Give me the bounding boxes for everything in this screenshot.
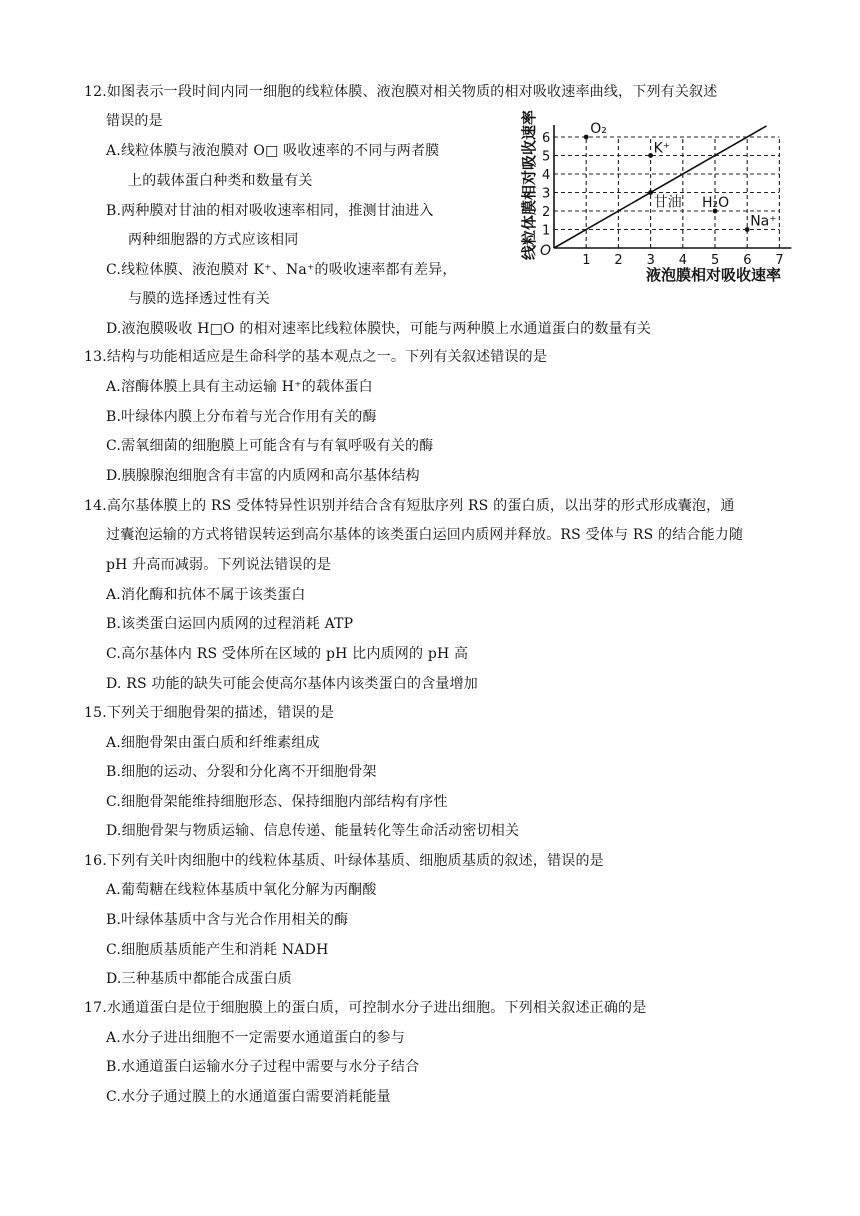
q17-option-c: C.水分子通过膜上的水通道蛋白需要消耗能量 xyxy=(106,1089,391,1105)
chart-point-label: H₂O xyxy=(702,195,730,211)
y-tick-label: 6 xyxy=(542,131,551,146)
chart-point xyxy=(648,153,653,158)
y-tick-label: 2 xyxy=(542,205,551,220)
x-tick-label: 6 xyxy=(743,253,752,268)
x-tick-label: 1 xyxy=(582,253,591,268)
q14-option-d: D. RS 功能的缺失可能会使高尔基体内该类蛋白的含量增加 xyxy=(106,676,479,692)
q12-option-b-line1: B.两种膜对甘油的相对吸收速率相同，推测甘油进入 xyxy=(106,203,434,219)
chart-y-axis-label: 线粒体膜相对吸收速率 xyxy=(520,110,538,260)
y-tick-label: 3 xyxy=(542,186,551,202)
q12-option-d: D.液泡膜吸收 H□O 的相对速率比线粒体膜快，可能与两种膜上水通道蛋白的数量有关 xyxy=(106,321,652,337)
chart-point-label: 甘油 xyxy=(653,194,682,211)
chart-point-label: O₂ xyxy=(590,121,607,137)
q16-option-c: C.细胞质基质能产生和消耗 NADH xyxy=(106,942,329,958)
q14-option-a: A.消化酶和抗体不属于该类蛋白 xyxy=(106,587,306,603)
chart-point xyxy=(745,227,750,232)
chart-origin-label: O xyxy=(540,243,552,259)
chart-x-axis-label: 液泡膜相对吸收速率 xyxy=(646,266,782,284)
x-tick-label: 2 xyxy=(614,253,623,268)
q14-option-b: B.该类蛋白运回内质网的过程消耗 ATP xyxy=(106,616,354,632)
q14-option-c: C.高尔基体内 RS 受体所在区域的 pH 比内质网的 pH 高 xyxy=(106,646,469,662)
y-tick-label: 1 xyxy=(542,223,551,239)
q16-option-a: A.葡萄糖在线粒体基质中氧化分解为丙酮酸 xyxy=(106,882,377,898)
y-tick-label: 4 xyxy=(542,168,551,183)
q14-stem-line1: 14.高尔基体膜上的 RS 受体特异性识别并结合含有短肽序列 RS 的蛋白质，以出芽的形式形成囊泡，通 xyxy=(84,498,735,514)
q12-option-c-line1: C.线粒体膜、液泡膜对 K⁺、Na⁺的吸收速率都有差异， xyxy=(106,262,457,278)
q15-option-d: D.细胞骨架与物质运输、信息传递、能量转化等生命活动密切相关 xyxy=(106,823,520,839)
q12-stem-line1: 12.如图表示一段时间内同一细胞的线粒体膜、液泡膜对相关物质的相对吸收速率曲线，下列有关叙述 xyxy=(84,84,718,100)
q12-stem-line2: 错误的是 xyxy=(106,113,163,129)
q16-option-d: D.三种基质中都能合成蛋白质 xyxy=(106,971,292,987)
q15-stem: 15.下列关于细胞骨架的描述，错误的是 xyxy=(84,705,335,721)
x-tick-label: 7 xyxy=(775,253,784,268)
q13-option-a: A.溶酶体膜上具有主动运输 H⁺的载体蛋白 xyxy=(106,379,373,395)
q13-stem: 13.结构与功能相适应是生命科学的基本观点之一。下列有关叙述错误的是 xyxy=(84,349,548,365)
q16-option-b: B.叶绿体基质中含与光合作用相关的酶 xyxy=(106,912,349,928)
q17-option-a: A.水分子进出细胞不一定需要水通道蛋白的参与 xyxy=(106,1030,405,1046)
q12-option-c-line2: 与膜的选择透过性有关 xyxy=(128,291,270,307)
chart-point-label: K⁺ xyxy=(653,140,671,157)
x-tick-label: 4 xyxy=(678,253,688,268)
chart-point-label: Na⁺ xyxy=(750,213,777,230)
x-tick-label: 3 xyxy=(646,253,655,268)
q17-stem: 17.水通道蛋白是位于细胞膜上的蛋白质，可控制水分子进出细胞。下列相关叙述正确的是 xyxy=(84,1000,647,1016)
q13-option-b: B.叶绿体内膜上分布着与光合作用有关的酶 xyxy=(106,409,377,425)
q14-stem-line2: 过囊泡运输的方式将错误转运到高尔基体的该类蛋白运回内质网并释放。RS 受体与 RS 的结合能力随 xyxy=(106,527,744,543)
q13-option-c: C.需氧细菌的细胞膜上可能含有与有氧呼吸有关的酶 xyxy=(106,438,434,454)
q12-option-a-line2: 上的载体蛋白种类和数量有关 xyxy=(128,173,313,189)
chart-point xyxy=(584,135,589,140)
q15-option-c: C.细胞骨架能维持细胞形态、保持细胞内部结构有序性 xyxy=(106,794,448,810)
q16-stem: 16.下列有关叶肉细胞中的线粒体基质、叶绿体基质、细胞质基质的叙述，错误的是 xyxy=(84,853,604,869)
q17-option-b: B.水通道蛋白运输水分子过程中需要与水分子结合 xyxy=(106,1059,420,1075)
y-tick-label: 5 xyxy=(542,149,551,165)
absorption-rate-chart xyxy=(512,110,797,290)
q13-option-d: D.胰腺腺泡细胞含有丰富的内质网和高尔基体结构 xyxy=(106,468,420,484)
q14-stem-line3: pH 升高而减弱。下列说法错误的是 xyxy=(106,557,332,573)
x-tick-label: 5 xyxy=(711,253,720,268)
chart-point xyxy=(648,190,653,195)
q15-option-a: A.细胞骨架由蛋白质和纤维素组成 xyxy=(106,735,320,751)
q15-option-b: B.细胞的运动、分裂和分化离不开细胞骨架 xyxy=(106,764,377,780)
q12-option-a-line1: A.线粒体膜与液泡膜对 O□ 吸收速率的不同与两者膜 xyxy=(106,143,440,159)
q12-option-b-line2: 两种细胞器的方式应该相同 xyxy=(128,232,299,248)
